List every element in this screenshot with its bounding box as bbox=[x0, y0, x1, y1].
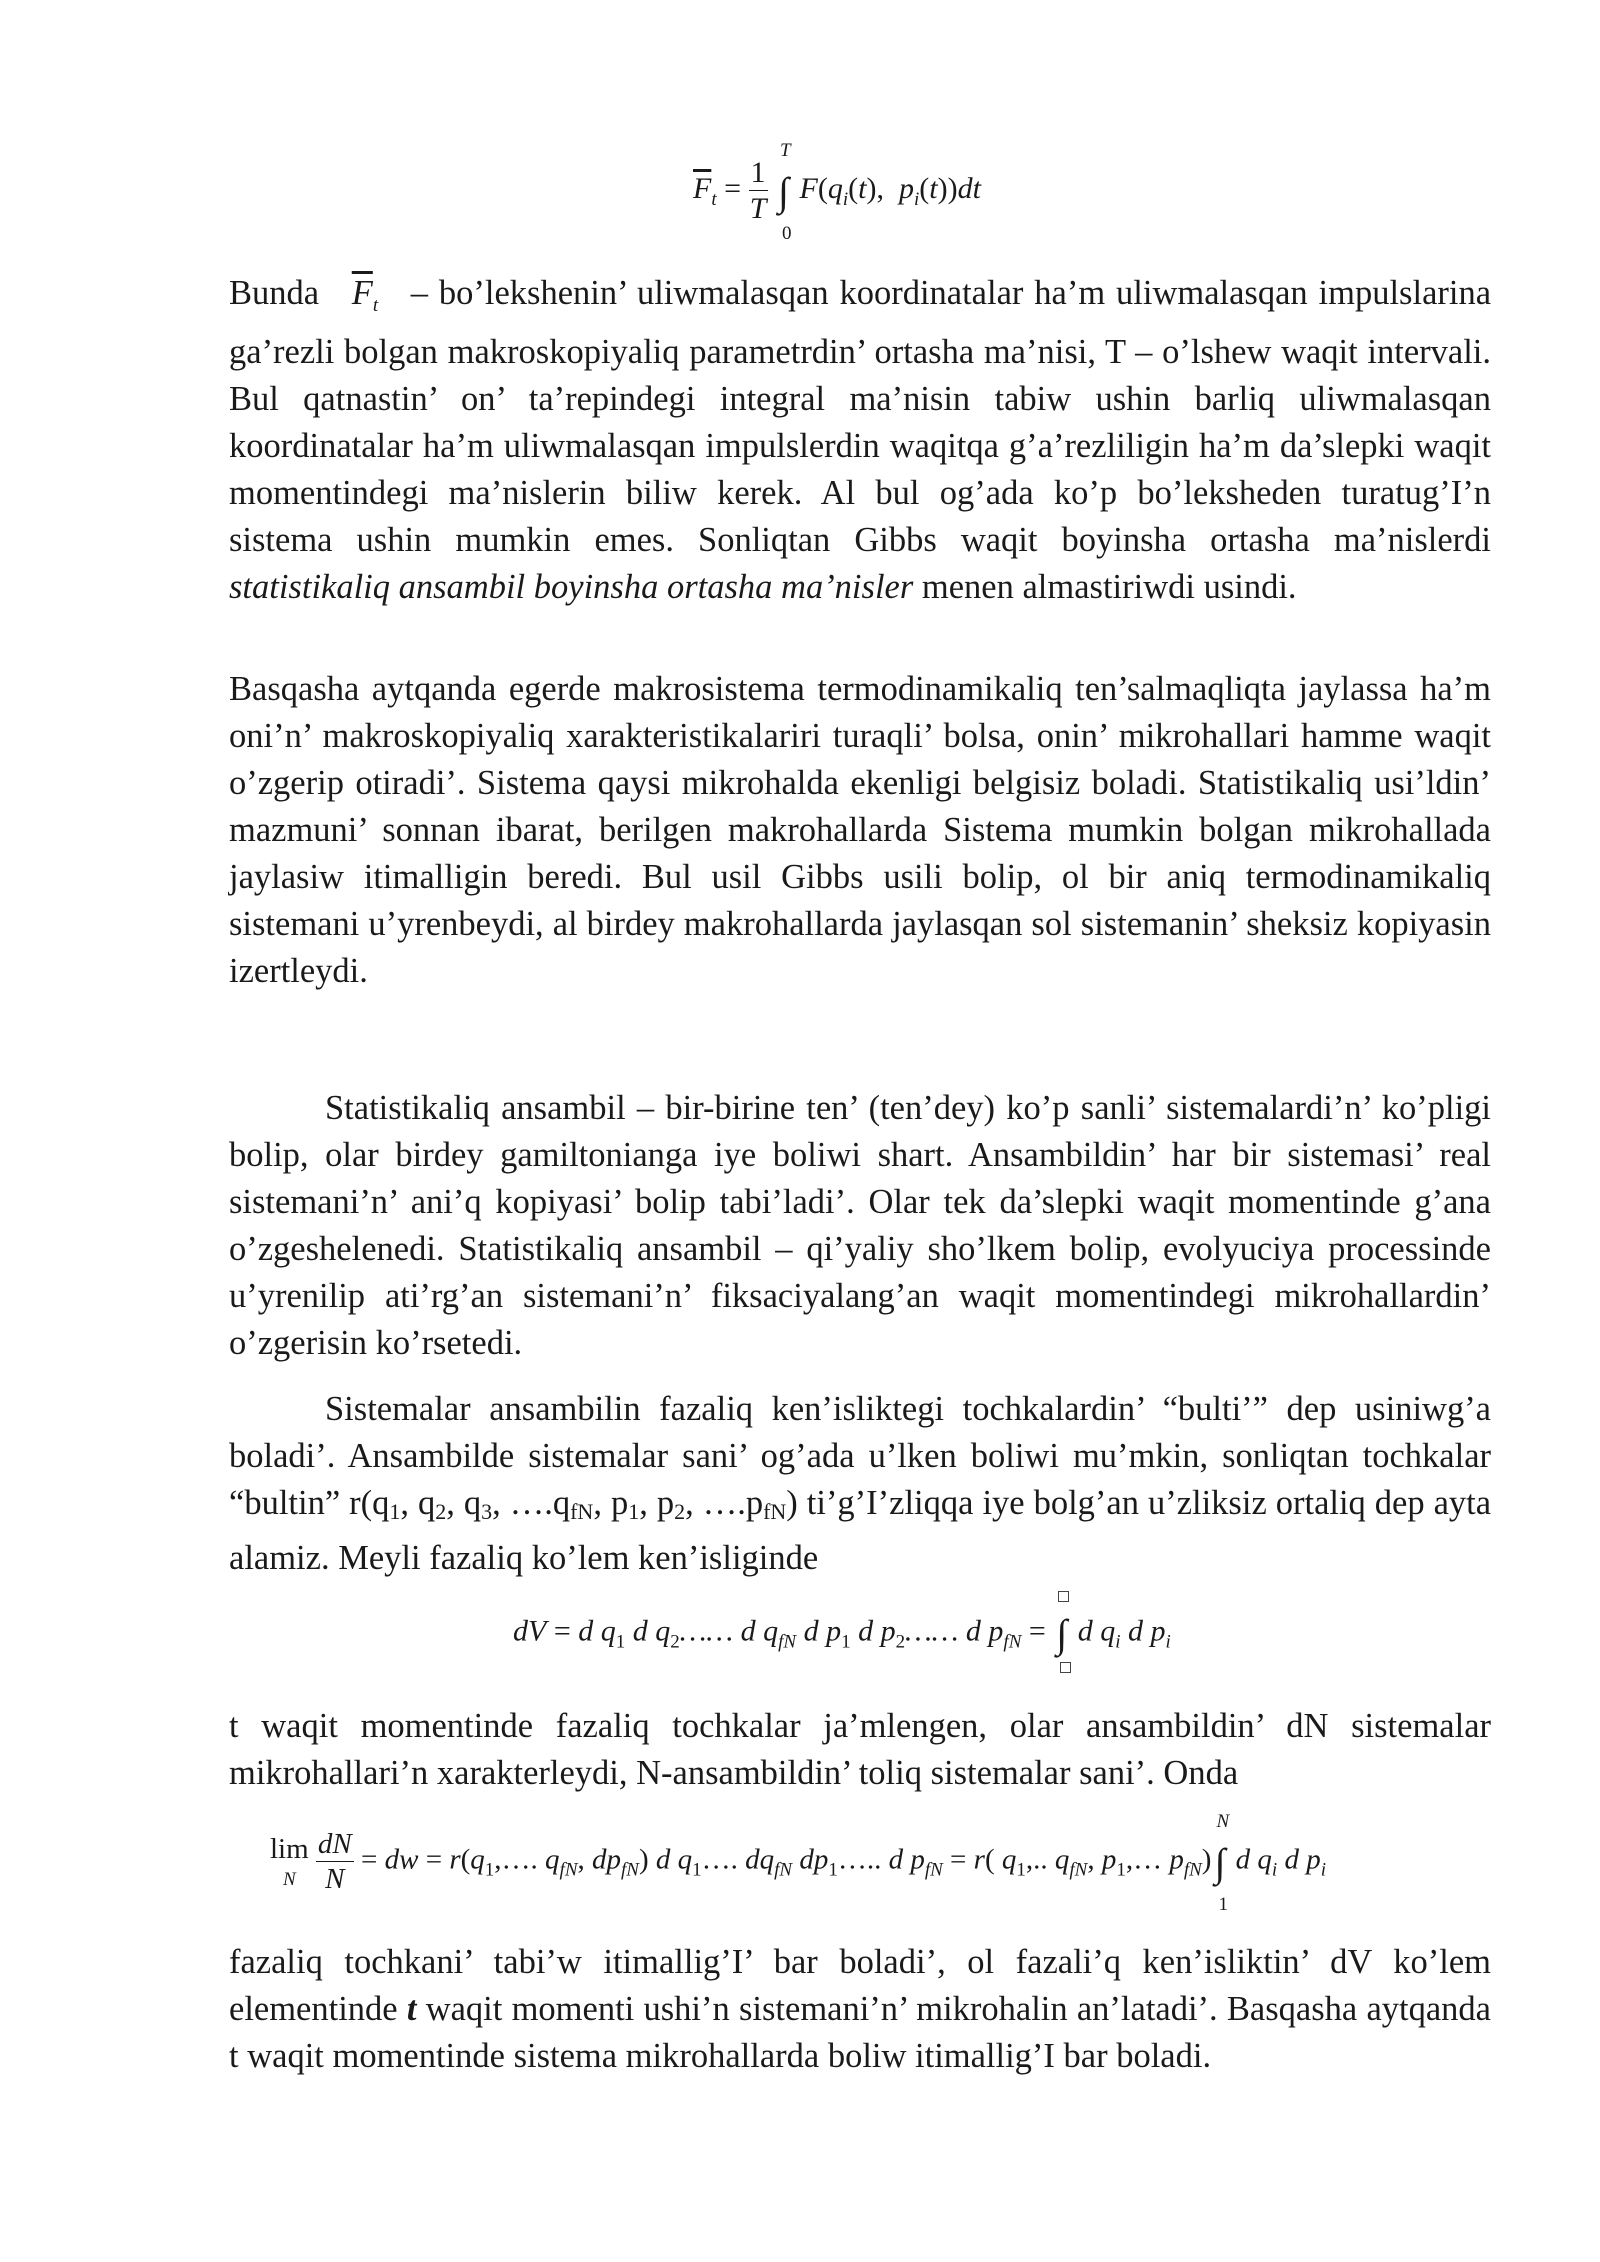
paragraph-2: Basqasha aytqanda egerde makrosistema termodinamikaliq ten’salmaqliqta jaylassa ha’m oni’n’ makroskopiyaliq xarakteristikalariri turaqli’ bolsa, onin’ mikrohallari hamme waqit o’zgerip otiradi’. Sistema qaysi mikrohalda ekenligi belgisiz boladi. Statistikaliq usi’ldin’ mazmuni’ sonnan ibarat, berilgen makrohallarda Sistema mumkin bolgan mikrohallada jaylasiw itimalligin beredi. Bul usil Gibbs usili bolip, ol bir aniq termodinamikaliq sistemani u’yrenbeydi, al birdey makrohallarda jaylasqan sol sistemanin’ sheksiz kopiyasin izertleydi. bbox=[229, 670, 1491, 990]
equation-phase-volume: dV = d $q_1$ d $q_2\dots\dots$ d $q_{fN}$ d $p_1$ d $p_2\dots\dots$ d $p_{fN}$ = ∫ d $q_i$ d $p_i$ bbox=[513, 1610, 1171, 1657]
paragraph-6: fazaliq tochkani’ tabi’w itimallig’I’ bar boladi’, ol fazali’q ken’isliktin’ dV ko’lem elementinde t waqit momenti ushi’n sistemani’n’ mikrohalin an’latadi’. Basqasha aytqanda t waqit momentinde sistema mikrohallarda boliw itimallig’I bar boladi. bbox=[229, 1943, 1491, 2075]
paragraph-3: Statistikaliq ansambil – bir-birine ten’ (ten’dey) ko’p sanli’ sistemalardi’n’ ko’pligi bolip, olar birdey gamiltonianga iye boliwi shart. Ansambildin’ har bir sistemasi’ real sistemani’n’ ani’q kopiyasi’ bolip tabi’ladi’. Olar tek da’slepki waqit momentinde g’ana o’zgeshelenedi. Statistikaliq ansambil – qi’yaliy sho’lkem bolip, evolyuciya processinde u’yrenilip ati’rg’an sistemani’n’ fiksaciyalang’an waqit momentindegi mikrohallardin’ o’zgerisin ko’rsetedi. bbox=[229, 1089, 1491, 1362]
paragraph-4: Sistemalar ansambilin fazaliq ken’isliktegi tochkalardin’ “bulti’” dep usiniwg’a boladi’. Ansambilde sistemalar sani’ og’ada u’lken boliwi mu’mkin, sonliqtan tochkalar “bultin” $r(q_1$, $q_2$, $q_3$, $\dots.q_{fN}$, $p_1$, $p_2$, $\dots.p_{fN}$) ti’g’I’zliqqa iye bolg’an u’zliksiz ortaliq dep ayta alamiz. Meyli fazaliq ko’lem ken’isliginde bbox=[229, 1390, 1492, 1577]
equation-probability: lim N $\frac{dN}{N}$ = dw = $r(q_1,\dots$. $q_{fN}$, $dp_{fN}$) d $q_1\dots$. $dq_{fN}$ $dp_1\dots$.. d $p_{fN} = r$( $q_1$,.. $q_{fN}$, $p_1,\dots$ $p_{fN})\int$ N 1 d $q_i$ d $p_i$ bbox=[270, 1810, 1326, 1915]
paragraph-5: t waqit momentinde fazaliq tochkalar ja’mlengen, olar ansambildin’ dN sistemalar mikrohallari’n xarakterleydi, N-ansambildin’ toliq sistemalar sani’. Onda bbox=[229, 1707, 1491, 1792]
paragraph-1: Bunda $\overline{F}_t$ – bo’lekshenin’ uliwmalasqan koordinatalar ha’m uliwmalasqan impulslarina ga’rezli bolgan makroskopiyaliq parametrdin’ ortasha ma’nisi, T – o’lshew waqit intervali. Bul qatnastin’ on’ ta’repindegi integral ma’nisin tabiw ushin barliq uliwmalasqan koordinatalar ha’m uliwmalasqan impulslerdin waqitqa g’a’rezliligin ha’m da’slepki waqit momentindegi ma’nislerin biliw kerek. Al bul og’ada ko’p bo’leksheden turatug’I’n sistema ushin mumkin emes. Sonliqtan Gibbs waqit boyinsha ortasha ma’nislerdi statistikaliq ansambil boyinsha ortasha ma’nisler menen almastiriwdi usindi. bbox=[229, 274, 1492, 606]
equation-time-average: $\overline{F}_t$ = $\frac{1}{T}$ ∫ T 0 $F(q_i(t)$, $p_i(t))dt$ bbox=[693, 139, 981, 244]
